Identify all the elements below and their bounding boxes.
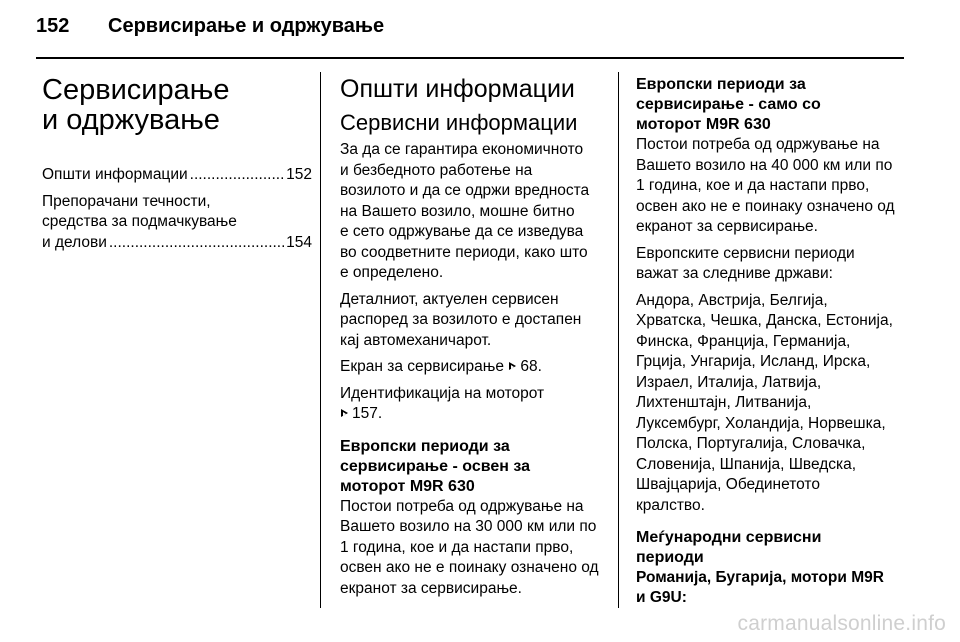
column-divider-2	[618, 72, 619, 608]
schedule-paragraph: Деталниот, актуелен сервисен распоред за возилото е достапен кај автомеханичарот.	[340, 290, 582, 349]
european-intervals-heading: Европски периоди за сервисирање - освен за моторот M9R 630	[340, 437, 530, 495]
toc-entry-page: 154	[286, 233, 312, 251]
middle-column	[340, 75, 610, 605]
toc-dot-leader	[190, 165, 284, 186]
international-intervals-heading: Меѓународни сервисни периоди	[636, 529, 822, 566]
countries-list: Андора, Австрија, Белгија, Хрватска, Чешка, Данска, Естонија, Финска, Франција, Германија, Грција, Унгарија, Исланд, Ирска, Израел, Италија, Латвија, Лихтенштајн, Литванија, Луксембург, Холандија, Норвешка, Полска, Португалија, Словачка, Словенија, Шпанија, Шведска, Швајцарија, Обединетото кралство.	[636, 291, 893, 514]
toc-entry-label: Препорачани течности,	[42, 192, 211, 210]
international-intervals-subheading: Романија, Бугарија, мотори M9R и G9U:	[636, 569, 884, 606]
page-reference-arrow-icon	[509, 362, 516, 371]
toc-entry-page: 152	[286, 166, 312, 183]
section-heading: Општи информации	[340, 75, 575, 103]
running-title: Сервисирање и одржување	[108, 15, 385, 37]
european-intervals-m9r-heading: Европски периоди за сервисирање - само со моторот M9R 630	[636, 76, 821, 133]
chapter-title: Сервисирање и одржување	[42, 74, 230, 136]
watermark: carmanualsonline.info	[737, 612, 946, 635]
european-intervals-m9r-body: Постои потреба од одржување на Вашето возило на 40 000 км или по 1 година, кое и да настапи прво, освен ако не е поинаку означено од екранот за сервисирање.	[636, 136, 895, 235]
toc-entry-label: Општи информации	[42, 166, 188, 183]
header-rule	[36, 57, 904, 59]
service-info-paragraph: За да се гарантира економичното и безбедното работење на возилото и да се одржи вредноста на Вашето возило, мошне битно е сето одржување да се изведува во соодветните периоди, како што е определено.	[340, 141, 590, 281]
toc-entry-label: средства за подмачкување	[42, 213, 237, 230]
toc-entry-fluids[interactable]	[42, 192, 312, 254]
countries-intro: Европските сервисни периоди важат за следниве држави:	[636, 244, 855, 282]
page-number: 152	[36, 15, 70, 37]
page-reference-arrow-icon	[341, 409, 348, 418]
page-header	[36, 12, 384, 40]
engine-id-reference[interactable]: Идентификација на моторот 157.	[340, 384, 545, 422]
european-intervals-body: Постои потреба од одржување на Вашето возило на 30 000 км или по 1 година, кое и да настапи прво, освен ако не е поинаку означено од екранот за сервисирање.	[340, 497, 599, 597]
toc-dot-leader	[109, 233, 284, 254]
service-display-reference[interactable]: Екран за сервисирање 68.	[340, 358, 542, 375]
right-column	[636, 75, 911, 608]
column-divider-1	[320, 72, 321, 608]
subsection-heading: Сервисни информации	[340, 110, 578, 135]
toc-entry-general-info[interactable]	[42, 165, 312, 186]
toc-entry-label: и делови	[42, 233, 107, 251]
left-column	[42, 75, 312, 259]
